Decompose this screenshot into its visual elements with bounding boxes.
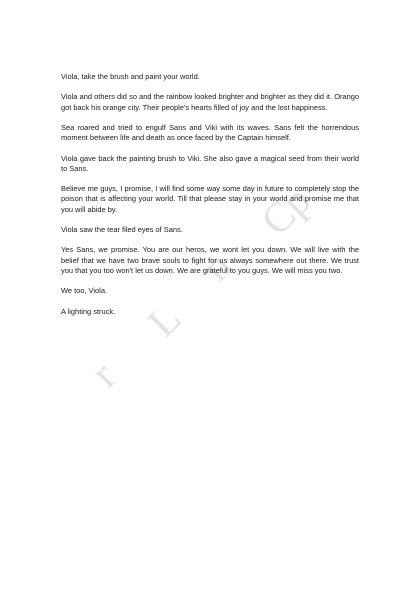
paragraph-8: We too, Viola. <box>61 286 108 296</box>
watermark-letter: r <box>82 353 126 397</box>
watermark-letter: L <box>139 295 191 347</box>
body-text <box>61 72 359 327</box>
paragraph-4: Viola gave back the painting brush to Viki. She also gave a magical seed from their world to Sans. <box>61 153 359 173</box>
paragraph-6: Viola saw the tear filed eyes of Sans. <box>61 224 183 234</box>
watermark-letter: Cp <box>252 177 321 245</box>
watermark-letter: n <box>193 243 242 291</box>
paragraph-5: Believe me guys, I promise, I will find some way some day in future to completely stop the poison that is affecting your world. Till that please stay in your world and promise me that you will abide by. <box>61 184 359 214</box>
paragraph-9: A lighting struck. <box>61 306 116 316</box>
paragraph-3: Sea roared and tried to engulf Sans and Viki with its waves. Sans felt the horrendous moment between life and death as once faced by the Captain himself. <box>61 122 359 143</box>
paragraph-7: Yes Sans, we promise. You are our heros, we wont let you down. We will live with the belief that we have two brave souls to fight for us always somewhere out there. We trust you that you too won't let us down. We are grateful to you guys. We will miss you two. <box>61 245 359 275</box>
paragraph-2: Viola and others did so and the rainbow looked brighter and brighter as they did it. Orango got back his orange city. Their people's hearts filled of joy and the lost happiness. <box>61 92 359 112</box>
paragraph-1: Viola, take the brush and paint your world. <box>61 72 200 81</box>
